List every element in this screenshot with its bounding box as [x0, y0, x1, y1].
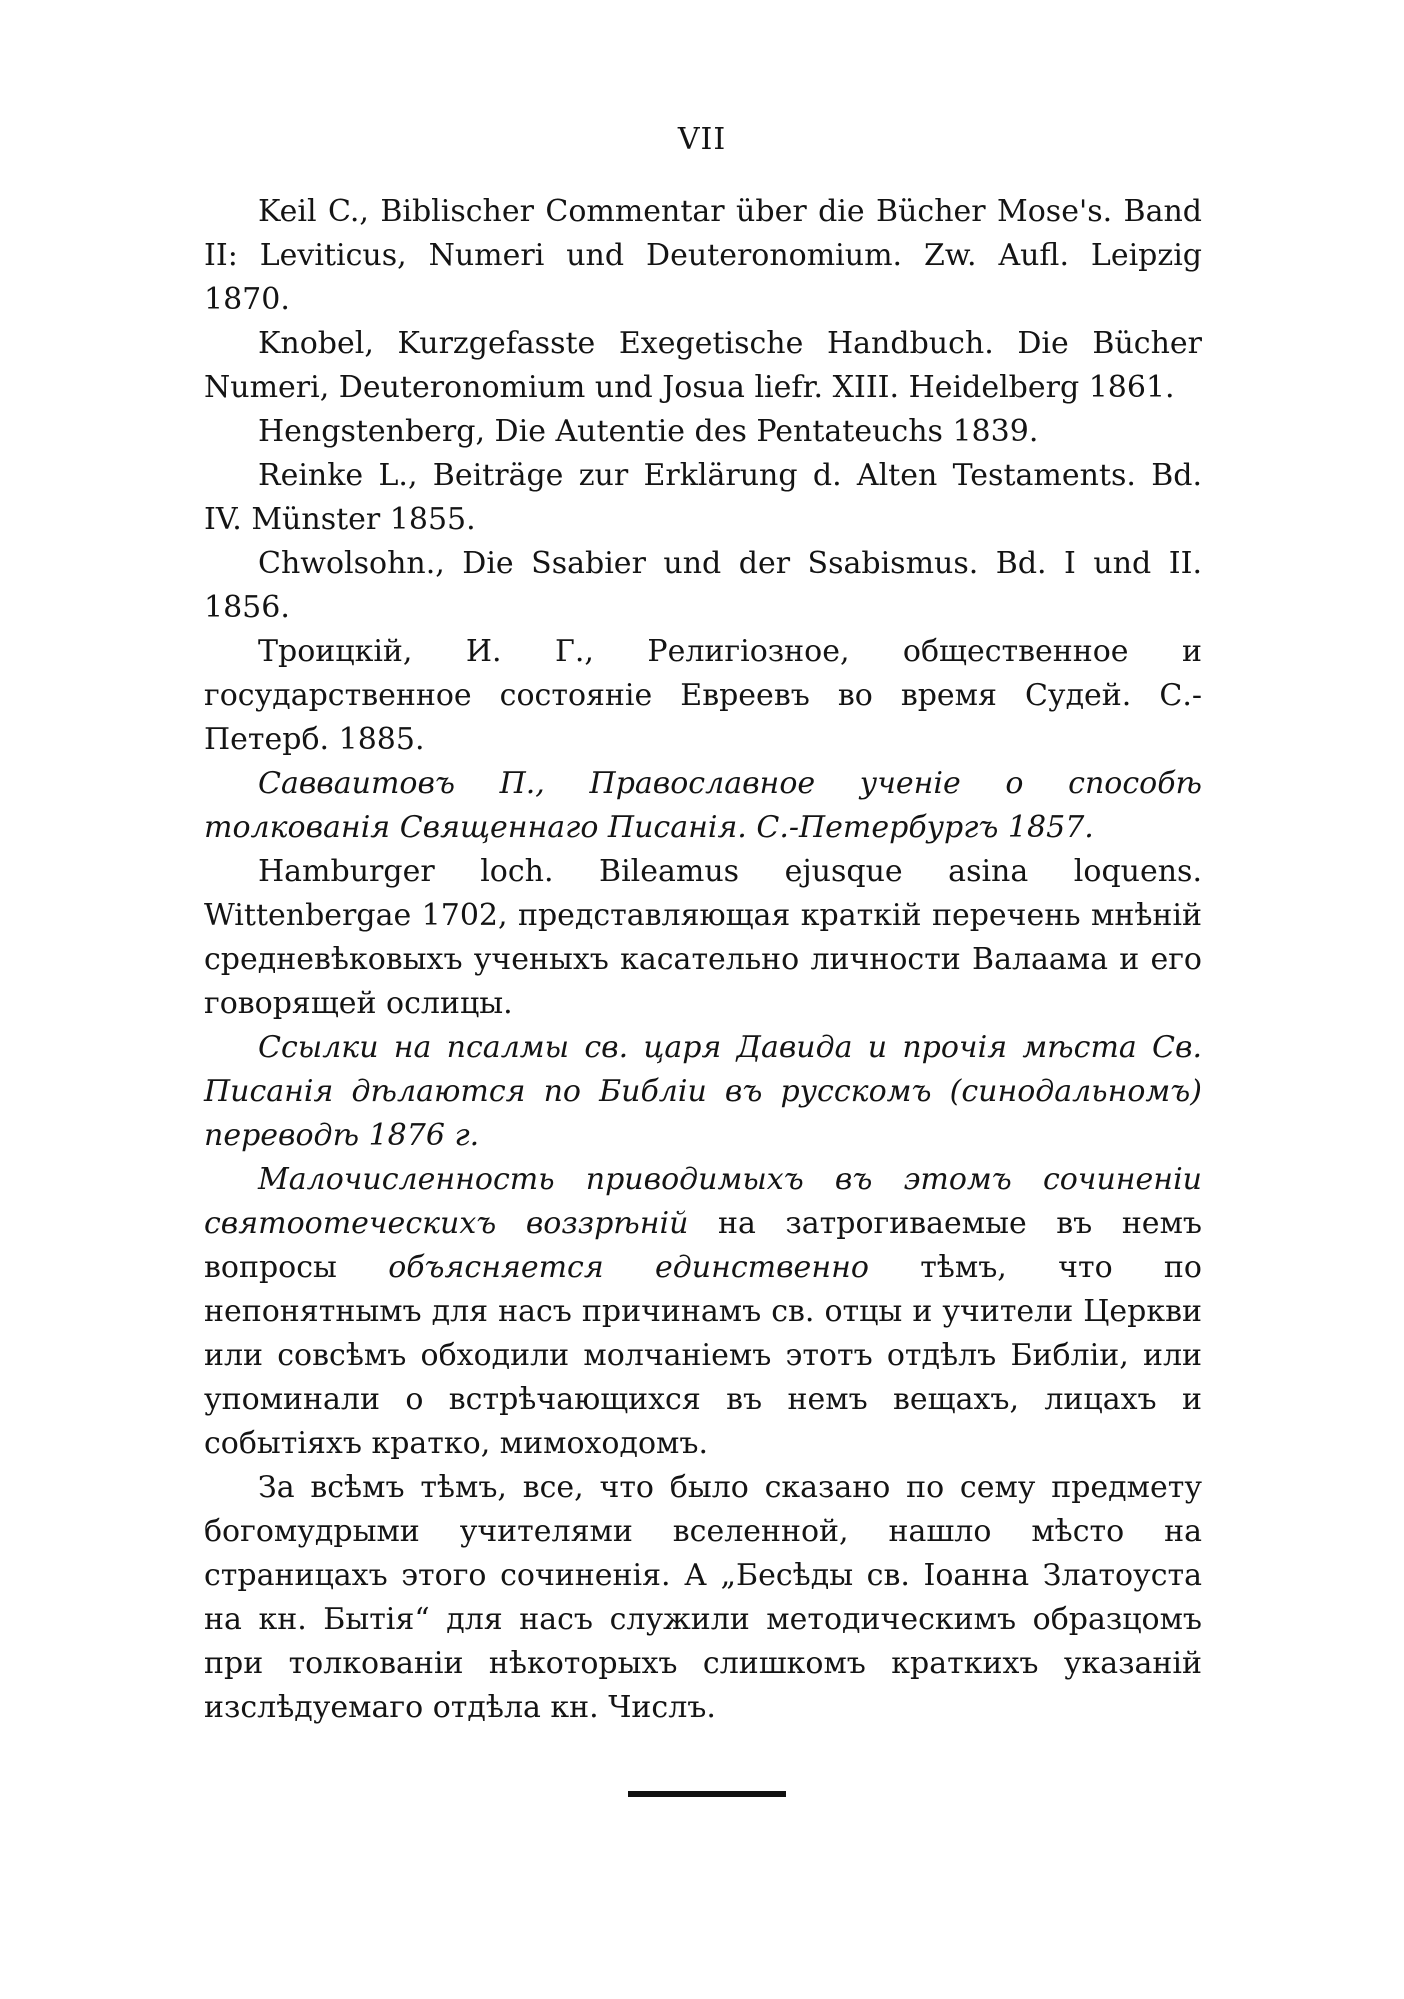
bibliography-entry-savvaitov: Савваитовъ П., Православное ученіе о способѣ толкованія Священнаго Писанія. С.-Петербургъ 1857. — [204, 766, 1202, 845]
bibliography-entry-hamburger: Hamburger loch. Bileamus ejusque asina loquens. Wittenbergae 1702, представляющая краткій перечень мнѣній средневѣковыхъ ученыхъ касательно личности Валаама и его говорящей ослицы. — [204, 854, 1202, 1021]
bibliography-entry-reinke: Reinke L., Beiträge zur Erklärung d. Alten Testaments. Bd. IV. Münster 1855. — [204, 458, 1202, 537]
scripture-reference-note: Ссылки на псалмы св. царя Давида и прочія мѣста Св. Писанія дѣлаются по Библіи въ русскомъ (синодальномъ) переводѣ 1876 г. — [204, 1030, 1202, 1153]
end-rule — [628, 1791, 786, 1797]
bibliography-entry-troitsky: Троицкій, И. Г., Религіозное, общественное и государственное состояніе Евреевъ во время Судей. С.-Петерб. 1885. — [204, 634, 1202, 757]
bibliography-entry-keil: Keil C., Biblischer Commentar über die Bücher Mose's. Band II: Leviticus, Numeri und Deuteronomium. Zw. Aufl. Leipzig 1870. — [204, 194, 1202, 317]
scarcity-italic-lead: Малочисленность приводимыхъ въ этомъ сочиненіи святоотеческихъ воззрѣній — [204, 1162, 1202, 1241]
bibliography-entry-knobel: Knobel, Kurzgefasste Exegetische Handbuch. Die Bücher Numeri, Deuteronomium und Josua liefr. XIII. Heidelberg 1861. — [204, 326, 1202, 405]
scarcity-text-2: тѣмъ, что по непонятнымъ для насъ причинамъ св. отцы и учители Церкви или совсѣмъ обходили молчаніемъ этотъ отдѣлъ Библіи, или упоминали о встрѣчающихся въ немъ вещахъ, лицахъ и событіяхъ кратко, мимоходомъ. — [204, 1250, 1202, 1461]
scarcity-italic-mid: объясняется единственно — [388, 1250, 869, 1285]
paragraph-scarcity — [204, 1158, 1202, 1466]
page-number: VII — [677, 122, 727, 157]
paragraph-closing: За всѣмъ тѣмъ, все, что было сказано по сему предмету богомудрыми учителями вселенной, нашло мѣсто на страницахъ этого сочиненія. А „Бесѣды св. Іоанна Златоуста на кн. Бытія“ для насъ служили методическимъ образцомъ при толкованіи нѣкоторыхъ слишкомъ краткихъ указаній изслѣдуемаго отдѣла кн. Числъ. — [204, 1470, 1202, 1725]
scarcity-text-1: на затрогиваемые въ немъ вопросы — [204, 1206, 1202, 1285]
bibliography-entry-chwolsohn: Chwolsohn., Die Ssabier und der Ssabismus. Bd. I und II. 1856. — [204, 546, 1202, 625]
page-body — [204, 190, 1202, 1730]
bibliography-entry-hengstenberg: Hengstenberg, Die Autentie des Pentateuchs 1839. — [258, 414, 1039, 449]
